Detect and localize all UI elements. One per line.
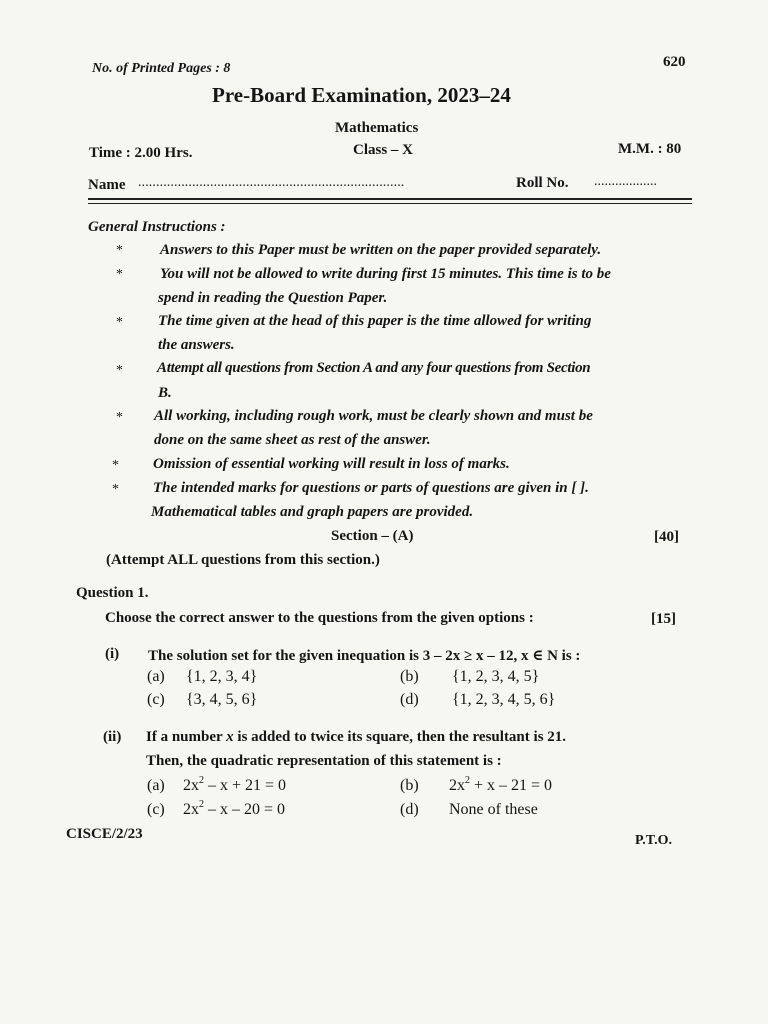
subquestion-text xyxy=(146,729,566,746)
option-b-label: (b) xyxy=(400,777,419,794)
class-label: Class – X xyxy=(353,142,414,158)
subquestion-text-post: is added to twice its square, then the resultant is 21. xyxy=(233,729,567,745)
printed-pages: No. of Printed Pages : 8 xyxy=(92,61,231,76)
section-title: Section – (A) xyxy=(331,528,414,544)
option-c-exponent: 2 xyxy=(199,799,204,810)
time-allowed: Time : 2.00 Hrs. xyxy=(89,145,193,161)
instruction-line: the answers. xyxy=(158,337,235,353)
subquestion-text: The solution set for the given inequation is 3 – 2x ≥ x – 12, x ∈ N is : xyxy=(148,648,581,664)
section-marks: [40] xyxy=(654,529,679,545)
option-b-base: 2x xyxy=(449,777,465,794)
bullet-star: * xyxy=(112,482,119,497)
instruction-line: Answers to this Paper must be written on the paper provided separately. xyxy=(160,242,602,258)
option-d-label: (d) xyxy=(400,691,419,708)
max-marks: M.M. : 80 xyxy=(618,141,682,157)
page-turn-note: P.T.O. xyxy=(635,833,672,848)
instruction-line: Omission of essential working will result in loss of marks. xyxy=(153,456,510,472)
variable-x: x xyxy=(226,729,234,745)
option-d: {1, 2, 3, 4, 5, 6} xyxy=(452,691,556,708)
roll-field: .................. xyxy=(594,174,657,189)
option-a-exponent: 2 xyxy=(199,775,204,786)
header-rule-top xyxy=(88,198,692,200)
option-a-rest: – x + 21 = 0 xyxy=(204,777,287,794)
instruction-line: The intended marks for questions or parts of questions are given in [ ]. xyxy=(153,480,589,496)
subquestion-text: Then, the quadratic representation of this statement is : xyxy=(146,753,502,769)
option-b-rest: + x – 21 = 0 xyxy=(470,777,553,794)
instruction-line: Attempt all questions from Section A and any four questions from Section xyxy=(157,360,591,376)
option-c-rest: – x – 20 = 0 xyxy=(204,801,286,818)
instruction-line: done on the same sheet as rest of the answer. xyxy=(154,432,431,448)
subquestion-number: (i) xyxy=(105,646,120,662)
instruction-line: spend in reading the Question Paper. xyxy=(158,290,388,306)
section-note: (Attempt ALL questions from this section.) xyxy=(106,552,380,568)
bullet-star: * xyxy=(112,458,119,473)
option-a-label: (a) xyxy=(147,777,165,794)
bullet-star: * xyxy=(116,243,123,258)
option-c-label: (c) xyxy=(147,801,165,818)
paper-code: 620 xyxy=(663,54,686,70)
question-marks: [15] xyxy=(651,611,676,627)
option-a xyxy=(183,777,286,795)
option-b xyxy=(449,777,552,795)
bullet-star: * xyxy=(116,410,123,425)
option-c-label: (c) xyxy=(147,691,165,708)
option-c xyxy=(183,801,285,819)
instruction-line: You will not be allowed to write during first 15 minutes. This time is to be xyxy=(160,266,611,282)
subject: Mathematics xyxy=(335,120,419,136)
bullet-star: * xyxy=(116,267,123,282)
subquestion-number: (ii) xyxy=(103,729,122,745)
option-a-label: (a) xyxy=(147,668,165,685)
instruction-line: All working, including rough work, must be clearly shown and must be xyxy=(154,408,593,424)
option-c-base: 2x xyxy=(183,801,199,818)
option-b: {1, 2, 3, 4, 5} xyxy=(452,668,540,685)
instruction-line: The time given at the head of this paper is the time allowed for writing xyxy=(158,313,592,329)
option-b-label: (b) xyxy=(400,668,419,685)
instruction-line: Mathematical tables and graph papers are provided. xyxy=(151,504,474,520)
bullet-star: * xyxy=(116,363,123,378)
name-label: Name xyxy=(88,177,126,193)
option-a: {1, 2, 3, 4} xyxy=(186,668,258,685)
exam-title: Pre-Board Examination, 2023–24 xyxy=(212,83,511,107)
subquestion-text-pre: If a number xyxy=(146,729,227,745)
header-rule-bottom xyxy=(88,203,692,204)
option-d: None of these xyxy=(449,801,538,818)
question-label: Question 1. xyxy=(76,585,149,601)
question-instruction: Choose the correct answer to the questions from the given options : xyxy=(105,610,534,626)
instructions-heading: General Instructions : xyxy=(88,219,226,235)
option-d-label: (d) xyxy=(400,801,419,818)
option-b-exponent: 2 xyxy=(465,775,470,786)
option-c: {3, 4, 5, 6} xyxy=(186,691,258,708)
option-a-base: 2x xyxy=(183,777,199,794)
bullet-star: * xyxy=(116,315,123,330)
footer-code: CISCE/2/23 xyxy=(66,826,143,842)
instruction-line: B. xyxy=(158,385,172,401)
roll-label: Roll No. xyxy=(516,175,569,191)
name-field: .......................................................................... xyxy=(138,175,405,190)
